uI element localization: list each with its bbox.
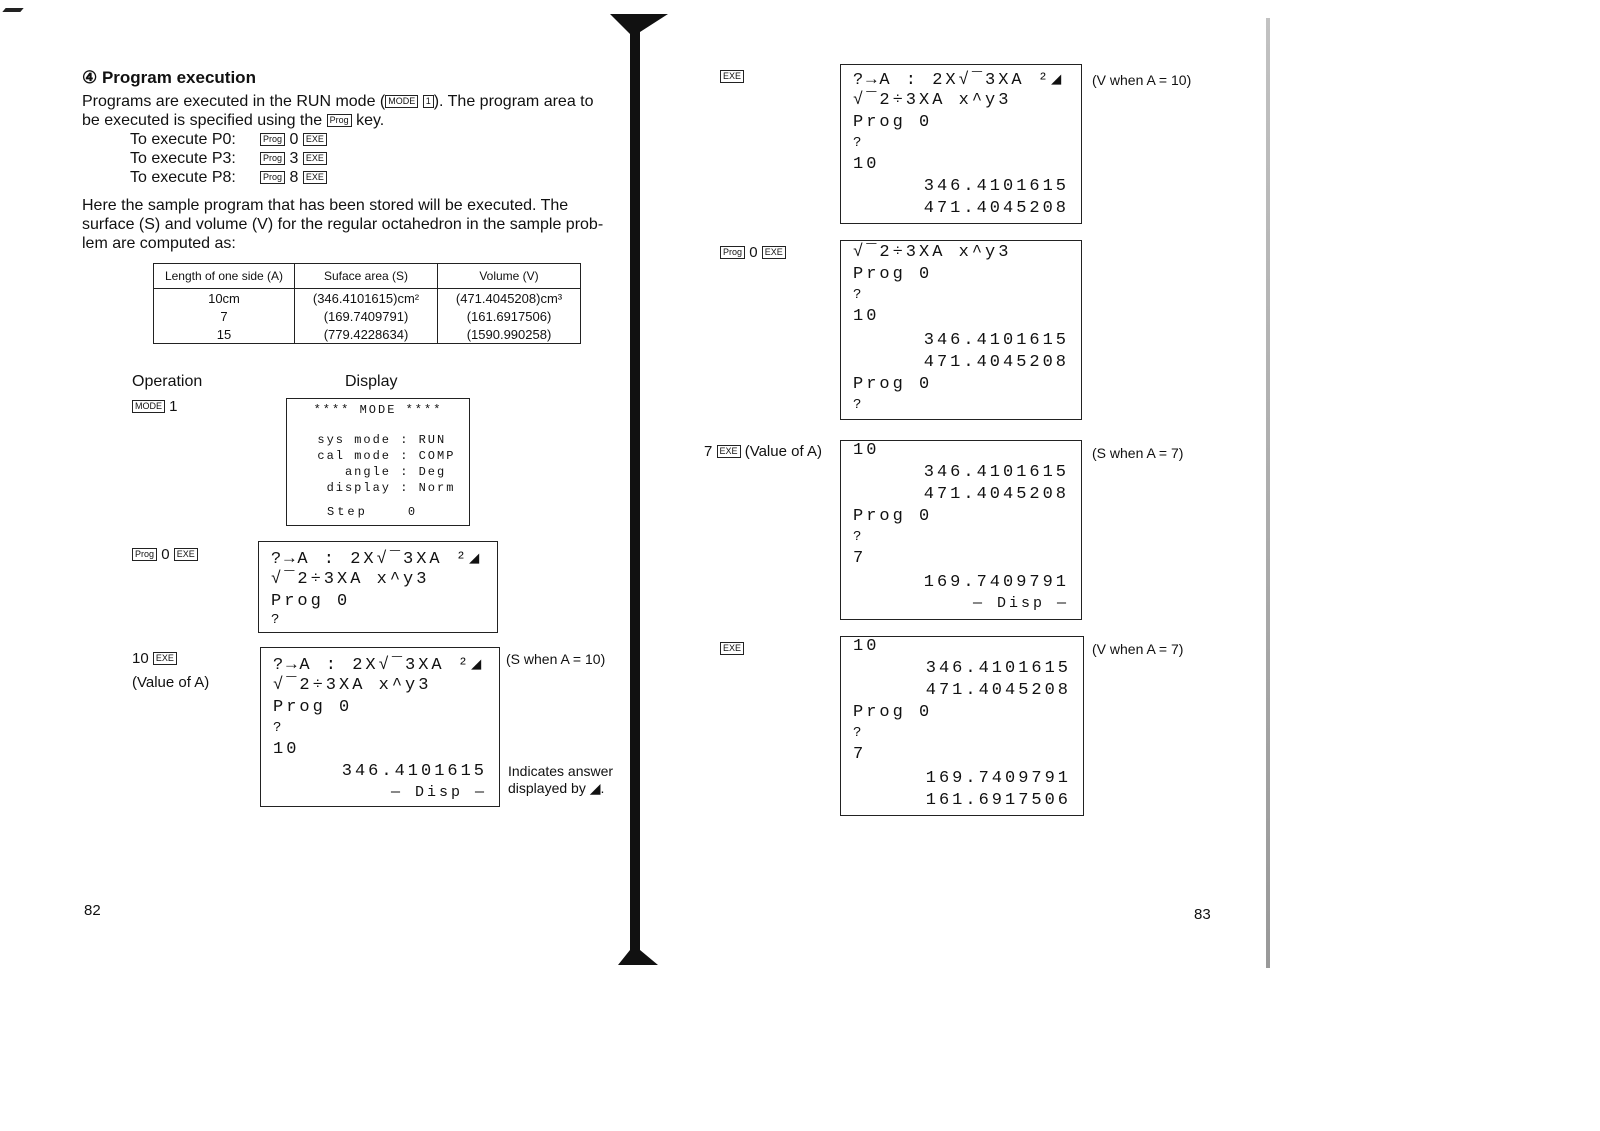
exe-key: EXE [717,445,741,458]
table-row [154,289,580,308]
table-header: Suface area (S) [295,264,438,289]
note-s-when-a-10: (S when A = 10) [506,651,606,667]
execute-item [130,130,327,149]
mode-row-key: display [326,481,391,495]
operation-7-exe [704,443,822,460]
lcd-result: 346.4101615 [923,331,1069,350]
exe-key: EXE [303,171,327,184]
intro-text-2: ). The program area to [433,93,594,110]
mode-screen [286,398,470,526]
lcd-line: 10 [273,740,300,759]
lcd-screen-rerun [840,240,1082,420]
table-header: Volume (V) [438,264,581,289]
lcd-line: ? [853,135,865,151]
lcd-line: ? [273,720,285,736]
prog-key: Prog [260,152,285,165]
execute-item [130,168,327,187]
lcd-line: ? [853,725,865,741]
lcd-line: √‾2÷3XA x^y3 [273,676,432,695]
operation-column-heading: Operation [132,373,203,390]
table-cell: (779.4228634) [295,325,438,343]
execute-digit: 3 [289,150,299,167]
intro-line-2 [82,111,384,130]
mode-row: sys mode : RUN [295,432,465,448]
execute-label: To execute P0: [130,131,236,148]
page-number-right: 83 [1194,906,1211,923]
lcd-result: 471.4045208 [925,681,1071,700]
lcd-line: 7 [853,745,867,764]
intro-text-3: be executed is specified using the [82,112,323,129]
mode-row-key: sys mode [317,433,391,447]
table-cell: (169.7409791) [295,307,438,325]
lcd-line: Prog 0 [853,265,933,284]
lcd-result: 471.4045208 [923,485,1069,504]
operation-digit: 0 [749,244,758,261]
lcd-line: √‾2÷3XA x^y3 [853,243,1012,262]
mode-row: angle : Deg [295,464,465,480]
lcd-result: 471.4045208 [923,353,1069,372]
table-header: Length of one side (A) [154,264,295,289]
execute-digit: 0 [289,131,299,148]
lcd-result: 346.4101615 [923,177,1069,196]
paragraph-2-line: surface (S) and volume (V) for the regular octahedron in the sample prob- [82,216,604,233]
lcd-result: 471.4045208 [923,199,1069,218]
operation-10-exe [132,650,177,667]
lcd-line: 10 [853,307,880,326]
lcd-line: Prog 0 [271,592,351,611]
table-cell: (1590.990258) [438,325,581,343]
lcd-result: 169.7409791 [923,573,1069,592]
intro-text-4: key. [356,112,385,129]
lcd-result: 346.4101615 [341,762,487,781]
mode-key: MODE [385,95,418,108]
operation-prog-0 [132,546,198,563]
mode-row-key: angle [344,465,391,479]
execute-item [130,149,327,168]
lcd-line: 10 [853,637,880,656]
mode-screen-step [327,505,418,519]
exe-key: EXE [720,70,744,83]
mode-screen-title: **** MODE **** [313,403,443,417]
prog-key: Prog [260,133,285,146]
scan-edge-right [1266,18,1270,968]
paragraph-2 [82,196,603,253]
lcd-line: 7 [853,549,867,568]
mode-screen-rows [295,432,465,496]
lcd-result: 169.7409791 [925,769,1071,788]
intro-line-1 [82,92,594,111]
table-cell: (346.4101615)cm² [295,289,438,308]
lcd-disp-indicator: — Disp — [972,595,1069,612]
section-heading: ④ Program execution [82,68,256,87]
lcd-line: √‾2÷3XA x^y3 [271,570,430,589]
lcd-result: 346.4101615 [923,463,1069,482]
lcd-line: 10 [853,441,880,460]
lcd-disp-indicator: — Disp — [390,784,487,801]
lcd-line: ? [853,287,865,303]
exe-key: EXE [720,642,744,655]
operation-prog-0 [720,244,786,261]
execute-list [130,130,327,187]
mode-row: display : Norm [295,480,465,496]
note-v-when-a-7: (V when A = 7) [1092,641,1184,657]
lcd-line: Prog 0 [853,113,933,132]
note-s-when-a-7: (S when A = 7) [1092,445,1184,461]
table-cell: (471.4045208)cm³ [438,289,581,308]
step-value: 0 [407,505,419,519]
results-table [154,264,580,343]
lcd-line: ? [853,397,865,413]
step-label: Step [327,505,368,519]
page-number-left: 82 [84,902,101,919]
prog-key: Prog [260,171,285,184]
exe-key: EXE [303,152,327,165]
lcd-screen-s10 [260,647,500,807]
display-column-heading: Display [345,373,398,390]
mode-row-value: Deg [418,465,447,479]
lcd-line: ?→A : 2X√‾3XA ²◢ [271,550,483,569]
table-cell: 10cm [208,290,240,306]
lcd-result: 161.6917506 [925,791,1071,810]
lcd-line: √‾2÷3XA x^y3 [853,91,1012,110]
prog-key: Prog [720,246,745,259]
note-v-when-a-10: (V when A = 10) [1092,72,1192,88]
one-key: 1 [423,95,434,108]
note-displayed-by: displayed by ◢. [508,780,605,796]
note-indicates: Indicates answer [508,763,614,779]
table-row [154,325,580,343]
lcd-line: Prog 0 [273,698,353,717]
lcd-screen-v7 [840,636,1084,816]
lcd-line: ? [853,529,865,545]
lcd-line: Prog 0 [853,375,933,394]
prog-key: Prog [132,548,157,561]
operation-digit: 1 [169,398,178,415]
exe-key: EXE [303,133,327,146]
mode-key: MODE [132,400,165,413]
operation-exe [720,68,744,85]
operation-digit: 0 [161,546,170,563]
intro-text-1: Programs are executed in the RUN mode ( [82,93,386,110]
lcd-line: Prog 0 [853,507,933,526]
execute-label: To execute P3: [130,150,236,167]
lcd-line: ?→A : 2X√‾3XA ²◢ [853,71,1065,90]
lcd-result: 346.4101615 [925,659,1071,678]
lcd-line: 10 [853,155,880,174]
operation-value: 10 [132,650,149,667]
table-cell: (161.6917506) [438,307,581,325]
mode-row-key: cal mode [317,449,391,463]
scan-mark [2,8,23,12]
lcd-screen-v10 [840,64,1082,224]
mode-row: cal mode : COMP [295,448,465,464]
lcd-line: Prog 0 [853,703,933,722]
operation-mode-1 [132,398,178,415]
lcd-screen-s7 [840,440,1082,620]
prog-key: Prog [327,114,352,127]
book-spine [610,10,670,970]
table-cell: 7 [220,308,228,324]
mode-row-value: COMP [418,449,456,463]
exe-key: EXE [153,652,177,665]
lcd-line: ? [271,612,283,628]
results-table-frame [153,263,581,344]
execute-label: To execute P8: [130,169,236,186]
operation-note: (Value of A) [744,443,822,460]
lcd-screen-program [258,541,498,633]
paragraph-2-line: lem are computed as: [82,235,236,252]
paragraph-2-line: Here the sample program that has been stored will be executed. The [82,197,569,214]
operation-exe [720,640,744,657]
mode-row-value: Norm [418,481,456,495]
exe-key: EXE [174,548,198,561]
mode-row-value: RUN [418,433,447,447]
operation-note: (Value of A) [132,674,210,691]
execute-digit: 8 [289,169,299,186]
operation-value: 7 [704,443,713,460]
exe-key: EXE [762,246,786,259]
lcd-line: ?→A : 2X√‾3XA ²◢ [273,656,485,675]
table-cell: 15 [216,326,232,342]
table-row [154,307,580,325]
